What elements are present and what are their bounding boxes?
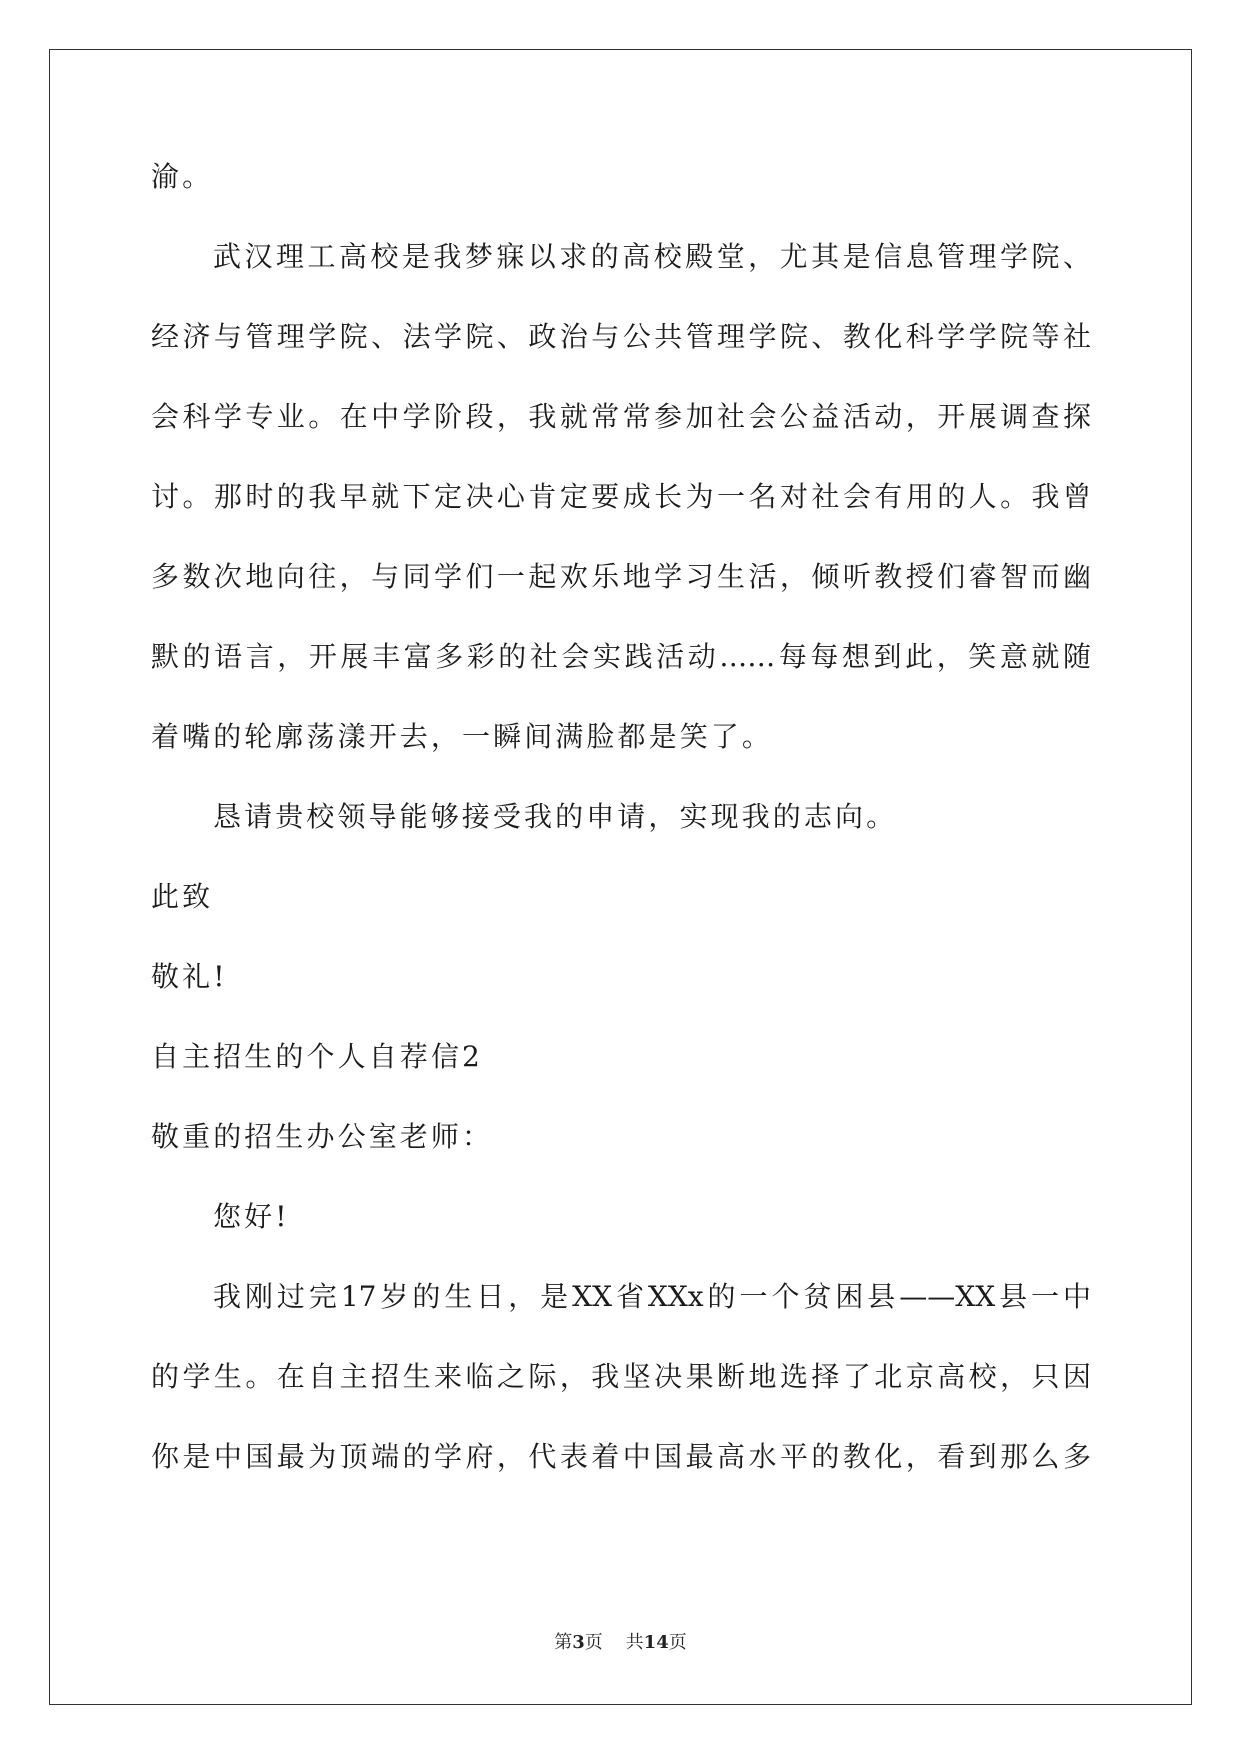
current-page-number: 3 — [572, 1632, 585, 1653]
footer-suffix: 页 — [668, 1632, 687, 1653]
paragraph-line: 的学生。在自主招生来临之际，我坚决果断地选择了北京高校，只因 — [151, 1360, 1091, 1393]
paragraph-line: 恳请贵校领导能够接受我的申请，实现我的志向。 — [213, 800, 898, 833]
closing-regards: 敬礼! — [151, 960, 228, 993]
footer-middle: 页 共 — [584, 1632, 644, 1653]
letter-heading: 自主招生的个人自荐信2 — [151, 1040, 483, 1073]
paragraph-line: 我刚过完17岁的生日，是XX省XXx的一个贫困县——XX县一中 — [213, 1280, 1091, 1313]
total-page-number: 14 — [643, 1632, 669, 1653]
letter-greeting: 敬重的招生办公室老师： — [151, 1120, 494, 1153]
paragraph-line: 经济与管理学院、法学院、政治与公共管理学院、教化科学学院等社 — [151, 320, 1091, 353]
paragraph-line: 多数次地向往，与同学们一起欢乐地学习生活，倾听教授们睿智而幽 — [151, 560, 1091, 593]
paragraph-line: 会科学专业。在中学阶段，我就常常参加社会公益活动，开展调查探 — [151, 400, 1091, 433]
page-number-footer — [0, 1628, 1241, 1654]
paragraph-line: 着嘴的轮廓荡漾开去，一瞬间满脸都是笑了。 — [151, 720, 774, 753]
paragraph-line: 渝。 — [151, 160, 214, 193]
paragraph-line: 默的语言，开展丰富多彩的社会实践活动……每每想到此，笑意就随 — [151, 640, 1091, 673]
footer-prefix: 第 — [554, 1632, 573, 1653]
closing-salutation: 此致 — [151, 880, 214, 913]
paragraph-line: 武汉理工高校是我梦寐以求的高校殿堂，尤其是信息管理学院、 — [213, 240, 1091, 273]
paragraph-line: 讨。那时的我早就下定决心肯定要成长为一名对社会有用的人。我曾 — [151, 480, 1091, 513]
letter-hello: 您好! — [213, 1200, 290, 1233]
document-body — [151, 162, 1091, 1472]
paragraph-line: 你是中国最为顶端的学府，代表着中国最高水平的教化，看到那么多 — [151, 1440, 1091, 1473]
